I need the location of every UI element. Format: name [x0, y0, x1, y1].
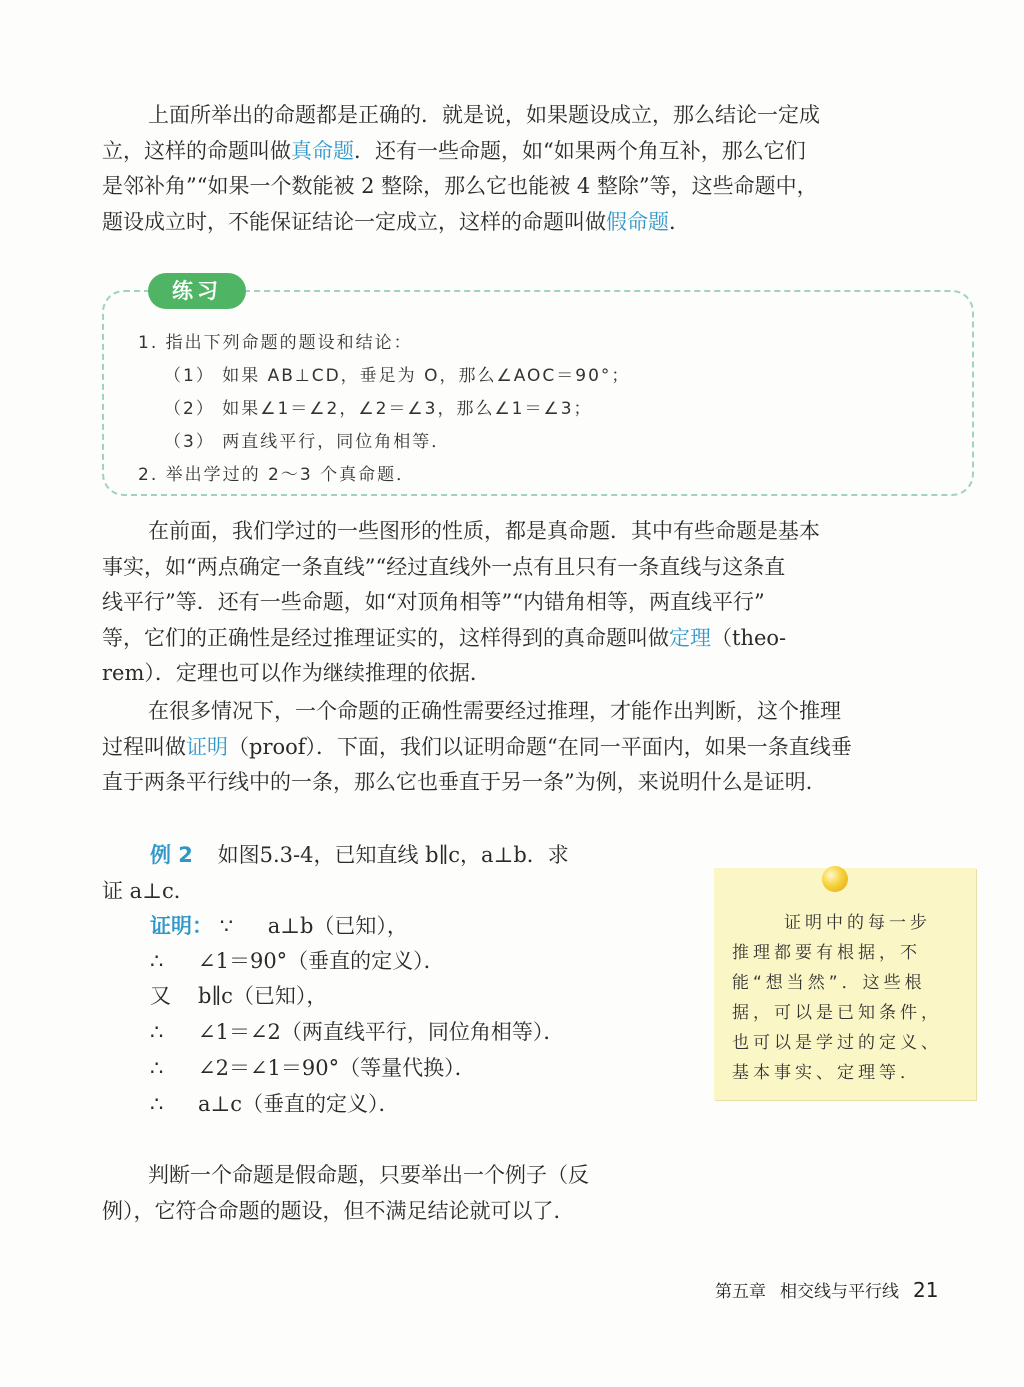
- note-line-4: 据，可以是已知条件，: [732, 1003, 942, 1023]
- pin-icon: [822, 866, 848, 892]
- note-line-3: 能“想当然”．这些根: [732, 973, 926, 993]
- theorem-line-4: 等，它们的正确性是经过推理证实的，这样得到的真命题叫做定理（theo-: [102, 625, 787, 650]
- counter-line-1: 判断一个命题是假命题，只要举出一个例子（反: [148, 1163, 589, 1187]
- note-line-1: 证明中的每一步: [784, 913, 931, 933]
- proof-step-5: ∴ ∠2＝∠1＝90°（等量代换）．: [150, 1056, 476, 1080]
- term-false-proposition: 假命题: [606, 209, 669, 234]
- term-theorem: 定理: [669, 625, 711, 650]
- exercise-q2: 2. 举出学过的 2～3 个真命题．: [138, 465, 416, 485]
- intro-paragraph: [102, 98, 978, 240]
- term-proof: 证明: [186, 734, 228, 759]
- theorem-line-2: 事实，如“两点确定一条直线”“经过直线外一点有且只有一条直线与这条直: [102, 554, 786, 579]
- footer-chapter: 第五章: [715, 1282, 766, 1302]
- exercise-q1-1: （1） 如果 AB⊥CD，垂足为 O，那么∠AOC＝90°；: [164, 366, 631, 386]
- note-line-6: 基本事实、定理等．: [732, 1063, 921, 1083]
- note-line-2: 推理都要有根据，不: [732, 943, 921, 963]
- proof-step-3: 又 b∥c（已知），: [150, 984, 328, 1008]
- proof-step-1: 证明： ∵ a⊥b（已知），: [150, 914, 408, 938]
- exercise-q1: 1. 指出下列命题的题设和结论：: [138, 333, 413, 353]
- proof-intro-line-1: 在很多情况下，一个命题的正确性需要经过推理，才能作出判断，这个推理: [148, 699, 841, 723]
- proof-step-4: ∴ ∠1＝∠2（两直线平行，同位角相等）．: [150, 1020, 565, 1044]
- proof-step-6: ∴ a⊥c（垂直的定义）．: [150, 1092, 400, 1116]
- page-footer: [715, 1277, 938, 1302]
- intro-line-4: 题设成立时，不能保证结论一定成立，这样的命题叫做假命题．: [102, 209, 690, 234]
- theorem-paragraph: [102, 514, 978, 692]
- term-true-proposition: 真命题: [291, 138, 354, 163]
- example-label: 例 2: [150, 843, 193, 867]
- footer-title: 相交线与平行线: [780, 1282, 899, 1302]
- proof-intro-paragraph: [102, 694, 978, 801]
- intro-line-2: 立，这样的命题叫做真命题．还有一些命题，如“如果两个角互补，那么它们: [102, 138, 806, 163]
- intro-line-1: 上面所举出的命题都是正确的．就是说，如果题设成立，那么结论一定成: [148, 103, 820, 127]
- proof-intro-line-3: 直于两条平行线中的一条，那么它也垂直于另一条”为例，来说明什么是证明．: [102, 770, 827, 794]
- theorem-line-5: rem）．定理也可以作为继续推理的依据．: [102, 661, 491, 685]
- theorem-line-3: 线平行”等．还有一些命题，如“对顶角相等”“内错角相等，两直线平行”: [102, 590, 765, 614]
- counter-line-2: 例），它符合命题的题设，但不满足结论就可以了．: [102, 1198, 575, 1223]
- example-line-2: 证 a⊥c．: [102, 879, 195, 903]
- note-line-5: 也可以是学过的定义、: [732, 1033, 942, 1053]
- theorem-line-1: 在前面，我们学过的一些图形的性质，都是真命题．其中有些命题是基本: [148, 519, 820, 543]
- counter-paragraph: [102, 1158, 672, 1229]
- proof-intro-line-2: 过程叫做证明（proof）．下面，我们以证明命题“在同一平面内，如果一条直线垂: [102, 734, 852, 759]
- exercise-q1-3: （3） 两直线平行，同位角相等．: [164, 432, 451, 452]
- exercise-q1-2: （2） 如果∠1＝∠2，∠2＝∠3，那么∠1＝∠3；: [164, 399, 593, 419]
- page-number: 21: [913, 1278, 939, 1302]
- proof-step-2: ∴ ∠1＝90°（垂直的定义）．: [150, 949, 445, 973]
- exercise-badge: 练习: [148, 273, 246, 309]
- example-line-1: 例 2 如图5.3-4，已知直线 b∥c，a⊥b．求: [150, 843, 569, 867]
- intro-line-3: 是邻补角”“如果一个数能被 2 整除，那么它也能被 4 整除”等，这些命题中，: [102, 174, 818, 198]
- proof-label: 证明：: [150, 914, 213, 938]
